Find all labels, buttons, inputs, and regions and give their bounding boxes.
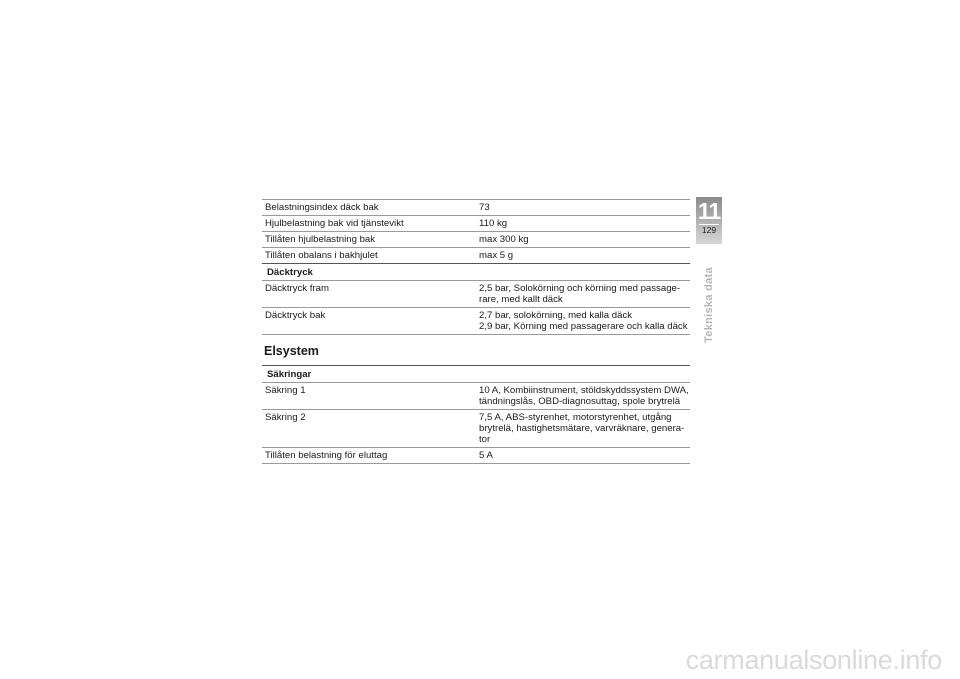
page-number: 129 [701, 225, 717, 235]
value-line: tändningslås, OBD-diagnosuttag, spole brytrelä [479, 396, 681, 407]
row-label: Däcktryck fram [265, 283, 329, 294]
row-label: Tillåten obalans i bakhjulet [265, 250, 378, 261]
row-label: Hjulbelastning bak vid tjänstevikt [265, 218, 404, 229]
table-row [262, 280, 690, 307]
value-line: 5 A [479, 450, 493, 461]
chapter-number: 11 [697, 198, 721, 224]
row-label: Däcktryck bak [265, 310, 326, 321]
row-label: Säkring 2 [265, 412, 306, 423]
row-value [479, 450, 690, 461]
value-line: tor [479, 434, 491, 445]
table-row [262, 382, 690, 409]
row-value [479, 385, 690, 407]
row-label: Säkring 1 [265, 385, 306, 396]
row-value [479, 310, 690, 332]
watermark: carmanualsonline.info [685, 645, 942, 675]
load-table [262, 199, 690, 263]
section-title: Elsystem [264, 344, 319, 358]
table-row [262, 199, 690, 215]
table-row [262, 215, 690, 231]
table-row [262, 447, 690, 464]
spec-content [262, 199, 690, 464]
row-value: max 300 kg [479, 234, 529, 245]
value-line: 10 A, Kombiinstrument, stöldskyddssystem DWA, [479, 385, 689, 396]
value-line: 2,5 bar, Solokörning och körning med passage- [479, 283, 681, 294]
row-value: 73 [479, 202, 490, 213]
table-row [262, 231, 690, 247]
chapter-tab [696, 197, 722, 244]
chapter-title-vertical: Tekniska data [703, 267, 715, 343]
table-row [262, 247, 690, 263]
row-label: Tillåten hjulbelastning bak [265, 234, 376, 245]
row-value: max 5 g [479, 250, 514, 261]
value-line: 2,9 bar, Körning med passagerare och kalla däck [479, 321, 688, 332]
row-value: 110 kg [479, 218, 508, 229]
value-line: rare, med kallt däck [479, 294, 563, 305]
row-value [479, 283, 690, 305]
tire-pressure-heading: Däcktryck [262, 263, 690, 280]
fuses-heading: Säkringar [262, 365, 690, 382]
table-row [262, 409, 690, 447]
row-value [479, 412, 690, 445]
table-row [262, 307, 690, 335]
value-line: 7,5 A, ABS-styrenhet, motorstyrenhet, utgång [479, 412, 672, 423]
value-line: 2,7 bar, solokörning, med kalla däck [479, 310, 633, 321]
row-label: Tillåten belastning för eluttag [265, 450, 388, 461]
row-label: Belastningsindex däck bak [265, 202, 379, 213]
value-line: brytrelä, hastighetsmätare, varvräknare, genera- [479, 423, 685, 434]
